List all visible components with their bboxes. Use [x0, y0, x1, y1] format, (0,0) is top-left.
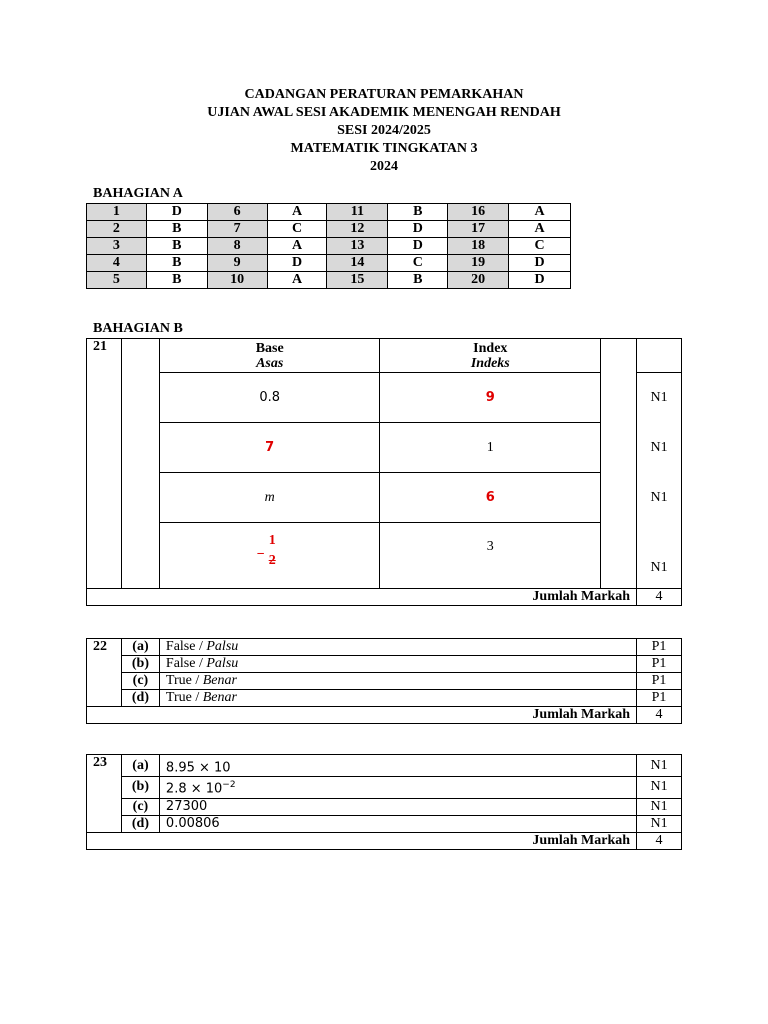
- index-header: [380, 339, 601, 373]
- question-number-cell: 1: [87, 204, 147, 221]
- question-23-table: [86, 754, 682, 850]
- total-marks: 4: [637, 707, 682, 724]
- answer-value: 0.00806: [165, 815, 220, 831]
- part-a-answer-table: [86, 203, 571, 289]
- base-value: [159, 473, 380, 523]
- answer: [159, 815, 636, 832]
- answer-cell: C: [267, 221, 327, 238]
- question-number-cell: 7: [207, 221, 267, 238]
- part-a-row: [87, 272, 571, 289]
- answer: [159, 690, 636, 707]
- answer-cell: B: [146, 255, 207, 272]
- answer: [159, 656, 636, 673]
- blank-column: [121, 339, 159, 589]
- question-number: 22: [87, 639, 122, 707]
- question-21-table: [86, 338, 682, 606]
- base-value: 0.8: [159, 373, 380, 423]
- base-value: [159, 523, 380, 589]
- question-number-cell: 15: [327, 272, 388, 289]
- question-number-cell: 6: [207, 204, 267, 221]
- question-number-cell: 10: [207, 272, 267, 289]
- part-label: (c): [121, 798, 159, 815]
- mark-value: N1: [637, 473, 682, 523]
- answer-cell: A: [509, 221, 571, 238]
- mark-value: P1: [637, 656, 682, 673]
- base-header-ms: Asas: [256, 355, 284, 371]
- q21-row: [87, 473, 682, 523]
- answer-cell: A: [267, 204, 327, 221]
- question-number-cell: 11: [327, 204, 388, 221]
- question-number-cell: 5: [87, 272, 147, 289]
- answer: [159, 755, 636, 777]
- answer-value: 2.8 × 10: [165, 781, 223, 797]
- answer-cell: B: [388, 272, 448, 289]
- answer-value: 8.95 × 10: [165, 760, 231, 776]
- base-header-en: Base: [255, 340, 284, 356]
- question-22-table: [86, 638, 682, 724]
- mark-value: N1: [637, 423, 682, 473]
- answer-cell: A: [267, 238, 327, 255]
- answer-en: False /: [165, 656, 207, 671]
- part-label: (b): [121, 656, 159, 673]
- answer-cell: B: [388, 204, 448, 221]
- mark-value: N1: [637, 815, 682, 832]
- question-number-cell: 2: [87, 221, 147, 238]
- answer-ms: Palsu: [206, 656, 239, 671]
- answer-value: 27300: [165, 798, 208, 814]
- answer-en: False /: [165, 639, 207, 654]
- mark-value: N1: [637, 755, 682, 777]
- base-value: 7: [159, 423, 380, 473]
- answer-cell: B: [146, 221, 207, 238]
- base-variable: m: [264, 489, 275, 505]
- total-marks: 4: [637, 589, 682, 606]
- part-label: (c): [121, 673, 159, 690]
- part-a-row: [87, 238, 571, 255]
- question-number-cell: 13: [327, 238, 388, 255]
- question-number-cell: 12: [327, 221, 388, 238]
- answer-cell: C: [388, 255, 448, 272]
- mark-cell: [637, 339, 682, 373]
- answer-cell: D: [267, 255, 327, 272]
- fraction-negative-half: [257, 533, 283, 573]
- question-number-cell: 8: [207, 238, 267, 255]
- part-label: (b): [121, 777, 159, 798]
- question-number-cell: 9: [207, 255, 267, 272]
- part-a-row: [87, 221, 571, 238]
- index-value: 1: [380, 423, 601, 473]
- mark-value: N1: [637, 373, 682, 423]
- part-a-row: [87, 204, 571, 221]
- blank-column: [601, 339, 637, 589]
- index-value: 6: [380, 473, 601, 523]
- mark-value: P1: [637, 690, 682, 707]
- answer: [159, 673, 636, 690]
- header-line-5: 2024: [370, 159, 398, 174]
- part-a-title: BAHAGIAN A: [93, 186, 183, 201]
- answer-cell: D: [146, 204, 207, 221]
- part-label: (a): [121, 639, 159, 656]
- index-value: 9: [380, 373, 601, 423]
- fraction-numerator: 1: [268, 533, 276, 548]
- q21-row: [87, 373, 682, 423]
- mark-value: P1: [637, 673, 682, 690]
- answer: [159, 798, 636, 815]
- question-number-cell: 3: [87, 238, 147, 255]
- mark-value: N1: [637, 798, 682, 815]
- question-number: 21: [87, 339, 122, 589]
- mark-value: N1: [637, 777, 682, 798]
- header-line-3: SESI 2024/2025: [337, 123, 431, 138]
- mark-value: P1: [637, 639, 682, 656]
- answer: [159, 639, 636, 656]
- question-number-cell: 18: [448, 238, 509, 255]
- header-line-1: CADANGAN PERATURAN PEMARKAHAN: [244, 87, 524, 102]
- answer-cell: C: [509, 238, 571, 255]
- answer-cell: A: [267, 272, 327, 289]
- total-label: Jumlah Markah: [87, 589, 637, 606]
- answer-cell: D: [388, 238, 448, 255]
- answer-cell: D: [388, 221, 448, 238]
- answer-exponent: −2: [222, 780, 236, 791]
- part-label: (d): [121, 690, 159, 707]
- answer-ms: Palsu: [206, 639, 239, 654]
- answer-cell: B: [146, 238, 207, 255]
- answer-cell: D: [509, 272, 571, 289]
- q21-row: [87, 423, 682, 473]
- total-label: Jumlah Markah: [87, 832, 637, 849]
- question-number-cell: 16: [448, 204, 509, 221]
- answer-cell: B: [146, 272, 207, 289]
- document-header: [0, 86, 768, 176]
- answer-cell: A: [509, 204, 571, 221]
- question-number: 23: [87, 755, 122, 833]
- fraction-sign: −: [256, 547, 265, 562]
- fraction-denominator: 2: [268, 553, 276, 568]
- index-header-ms: Indeks: [470, 355, 510, 371]
- base-header: [159, 339, 380, 373]
- part-label: (d): [121, 815, 159, 832]
- answer: [159, 777, 636, 798]
- total-label: Jumlah Markah: [87, 707, 637, 724]
- part-b-title: BAHAGIAN B: [93, 321, 183, 336]
- answer-ms: Benar: [202, 690, 237, 705]
- part-label: (a): [121, 755, 159, 777]
- answer-ms: Benar: [202, 673, 237, 688]
- part-a-row: [87, 255, 571, 272]
- mark-value: N1: [637, 523, 682, 589]
- question-number-cell: 17: [448, 221, 509, 238]
- q21-row: [87, 523, 682, 589]
- question-number-cell: 19: [448, 255, 509, 272]
- answer-cell: D: [509, 255, 571, 272]
- question-number-cell: 14: [327, 255, 388, 272]
- index-header-en: Index: [473, 340, 508, 356]
- question-number-cell: 20: [448, 272, 509, 289]
- answer-en: True /: [165, 673, 203, 688]
- header-line-2: UJIAN AWAL SESI AKADEMIK MENENGAH RENDAH: [207, 105, 561, 120]
- header-line-4: MATEMATIK TINGKATAN 3: [290, 141, 478, 156]
- total-marks: 4: [637, 832, 682, 849]
- question-number-cell: 4: [87, 255, 147, 272]
- answer-en: True /: [165, 690, 203, 705]
- index-value: 3: [380, 523, 601, 589]
